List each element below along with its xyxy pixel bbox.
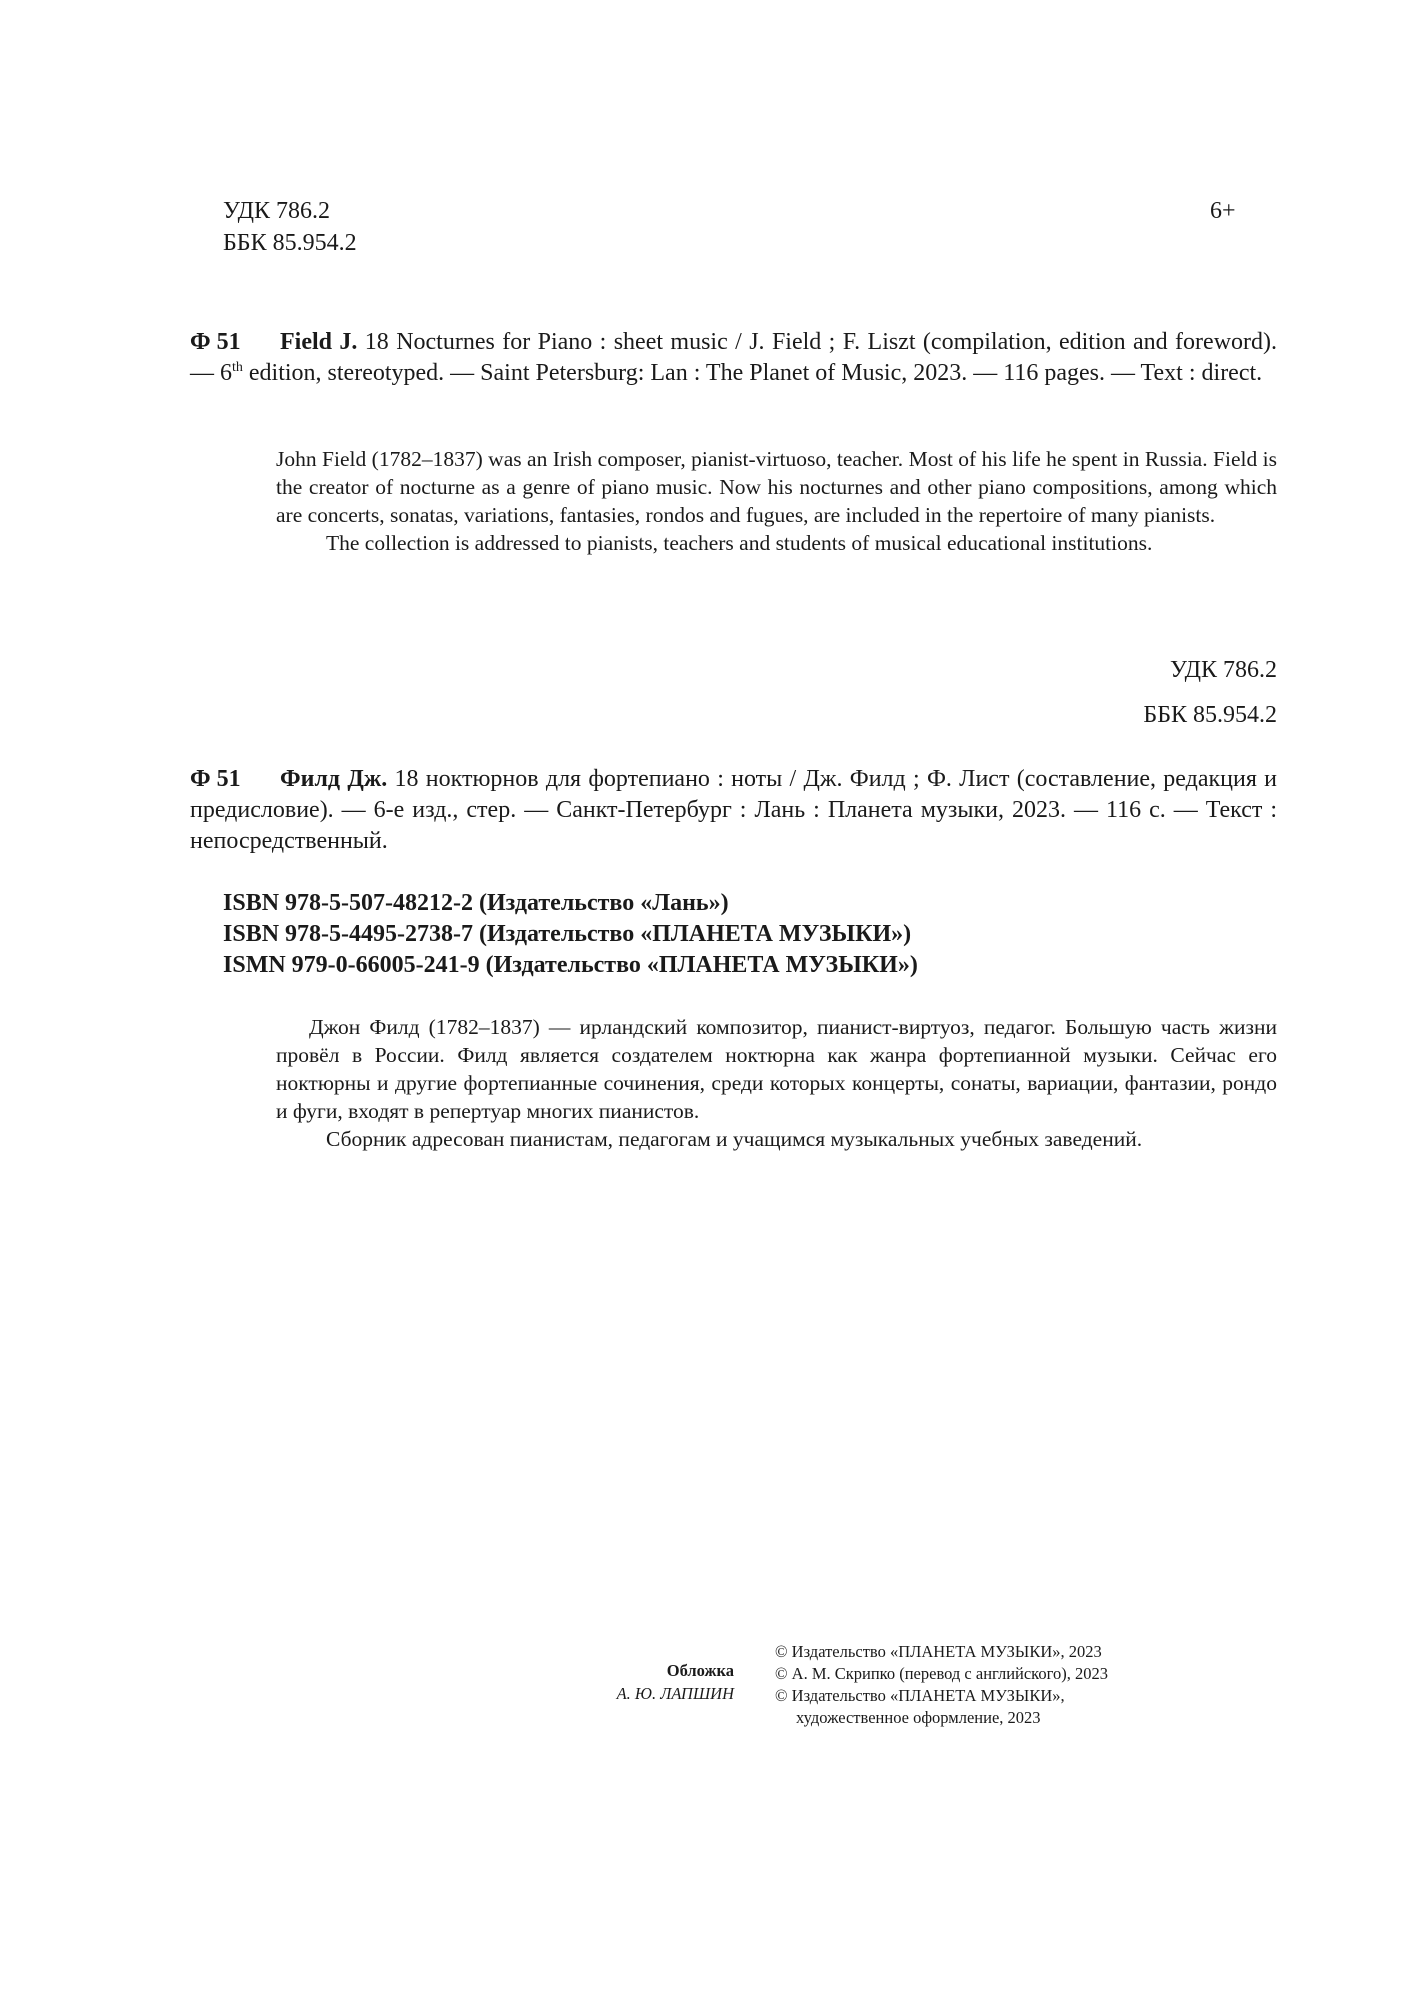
russian-bibliographic-record (190, 764, 1277, 857)
udk-code: УДК 786.2 (223, 198, 330, 224)
russian-abstract-paragraph-1: Джон Филд (1782–1837) — ирландский композитор, пианист-виртуоз, педагог. Большую часть жизни провёл в России. Филд является создателем ноктюрна как жанра фортепианной музыки. Сейчас его ноктюрны и другие фортепианные сочинения, среди которых концерты, сонаты, вариации, фантазии, рондо и фуги, входят в репертуар многих пианистов. (276, 1015, 1277, 1123)
author-index-mark: Ф 51 (190, 329, 241, 355)
author-index-mark-ru: Ф 51 (190, 766, 241, 792)
author-name: Field J. (280, 329, 358, 355)
title-ru: 18 ноктюрнов для фортепиано : ноты / Дж. Филд ; Ф. Лист (составление, редакция и предисловие). — 6-е изд., стер. — Санкт-Петербург : Лань : Планета музыки, 2023. — 116 с. — Текст : непосредственный. (190, 766, 1278, 854)
russian-abstract (276, 1013, 1277, 1153)
english-abstract-paragraph-2: The collection is addressed to pianists, teachers and students of musical educational institutions. (326, 531, 1153, 555)
copyright-line-1: © Издательство «ПЛАНЕТА МУЗЫКИ», 2023 (775, 1642, 1102, 1661)
copyright-line-3: © Издательство «ПЛАНЕТА МУЗЫКИ», (775, 1686, 1065, 1705)
copyright-line-2: © А. М. Скрипко (перевод с английского), 2023 (775, 1664, 1108, 1683)
cover-artist: А. Ю. ЛАПШИН (616, 1684, 734, 1703)
bbk-code: ББК 85.954.2 (223, 230, 357, 256)
isbn-lan: ISBN 978-5-507-48212-2 (Издательство «Лань») (223, 890, 729, 916)
isbn-block (223, 888, 918, 981)
copyright-block (775, 1641, 1108, 1729)
english-abstract-paragraph-1: John Field (1782–1837) was an Irish composer, pianist-virtuoso, teacher. Most of his life he spent in Russia. Field is the creator of nocturne as a genre of piano music. Now his nocturnes and other piano compositions, among which are concerts, sonatas, variations, fantasies, rondos and fugues, are included in the repertoire of many pianists. (276, 447, 1277, 527)
isbn-planet-music: ISBN 978-5-4495-2738-7 (Издательство «ПЛАНЕТА МУЗЫКИ») (223, 921, 912, 947)
english-bibliographic-record (190, 327, 1277, 389)
russian-abstract-paragraph-2: Сборник адресован пианистам, педагогам и учащимся музыкальных учебных заведений. (326, 1127, 1143, 1151)
author-name-ru: Филд Дж. (280, 766, 388, 792)
udk-code-ru: УДК 786.2 (1170, 657, 1277, 683)
ismn-planet-music: ISMN 979-0-66005-241-9 (Издательство «ПЛАНЕТА МУЗЫКИ») (223, 952, 918, 978)
cover-label: Обложка (666, 1661, 734, 1680)
english-abstract (276, 445, 1277, 557)
bbk-code-ru: ББК 85.954.2 (1143, 702, 1277, 728)
title-part-a: 18 Nocturnes for Piano : sheet music / J. Field ; F. Liszt (compilation, edition and foreword). — 6 (190, 329, 1278, 386)
age-rating: 6+ (1210, 198, 1236, 224)
copyright-line-3-continued: художественное оформление, 2023 (796, 1708, 1041, 1727)
title-part-b: edition, stereotyped. — Saint Petersburg: Lan : The Planet of Music, 2023. — 116 pages. — Text : direct. (242, 360, 1263, 386)
edition-superscript: th (232, 360, 243, 375)
